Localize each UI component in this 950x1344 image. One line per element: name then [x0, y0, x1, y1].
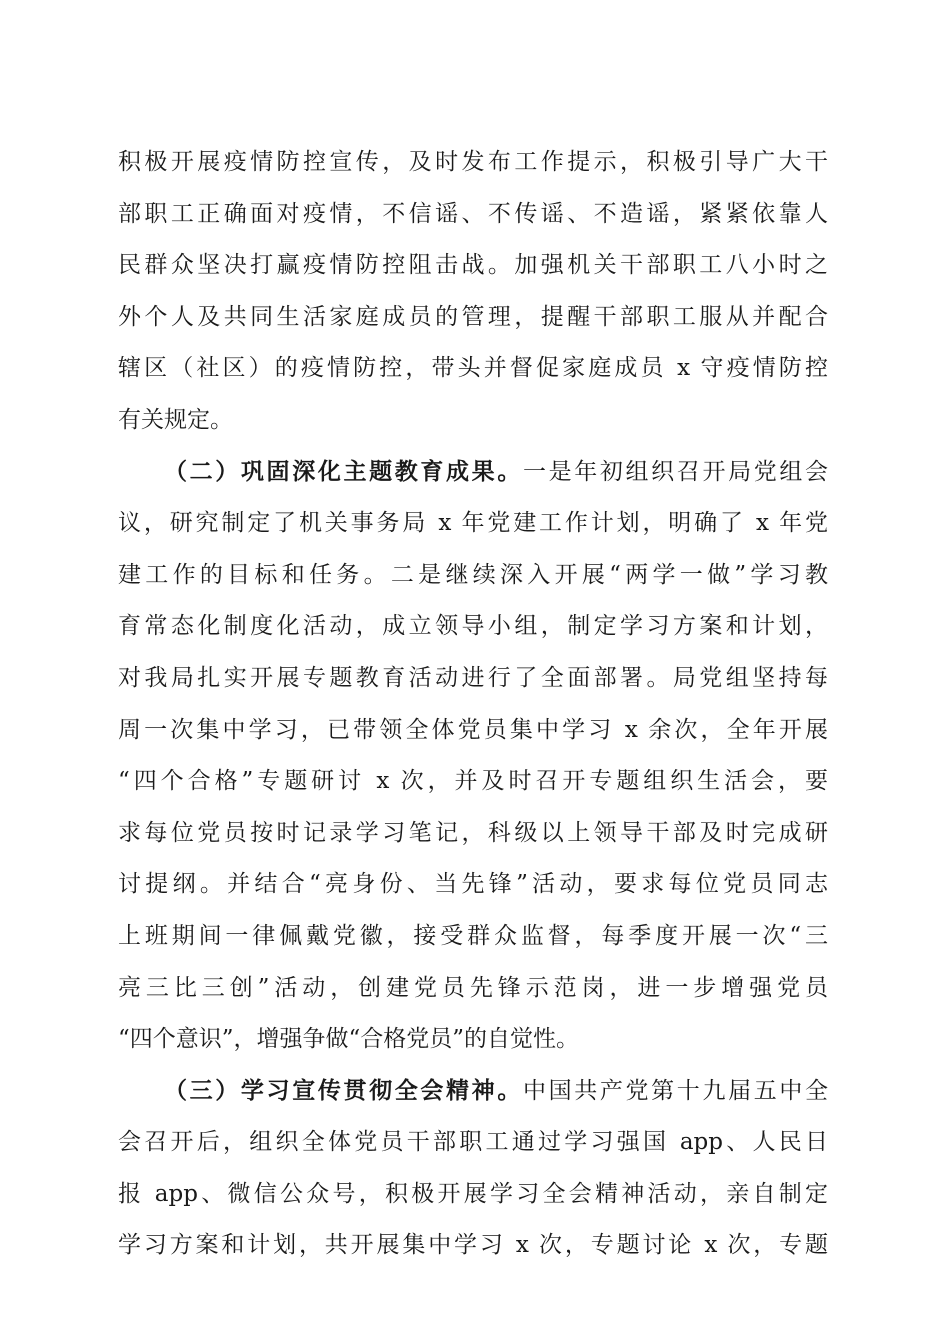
text-line: 议，研究制定了机关事务局 x 年党建工作计划，明确了 x 年党	[118, 510, 828, 537]
text-line: 会召开后，组织全体党员干部职工通过学习强国 app、人民日	[118, 1129, 828, 1156]
text-line: “四个合格”专题研讨 x 次，并及时召开专题组织生活会，要	[118, 768, 828, 795]
text-line: 求每位党员按时记录学习笔记，科级以上领导干部及时完成研	[118, 819, 828, 846]
text-line: “四个意识”，增强争做“合格党员”的自觉性。	[118, 1026, 580, 1053]
text-line: 部职工正确面对疫情，不信谣、不传谣、不造谣，紧紧依靠人	[118, 200, 828, 227]
text-line: 亮三比三创”活动，创建党员先锋示范岗，进一步增强党员	[118, 974, 828, 1001]
text-line: 学习方案和计划，共开展集中学习 x 次，专题讨论 x 次，专题	[118, 1232, 828, 1259]
paragraph-theme-education	[118, 450, 828, 1069]
text-line: 对我局扎实开展专题教育活动进行了全面部署。局党组坚持每	[118, 664, 828, 691]
text-run: 中国共产党第十九届五中全	[522, 1077, 829, 1104]
text-line: 辖区（社区）的疫情防控，带头并督促家庭成员 x 守疫情防控	[118, 355, 828, 382]
paragraph-epidemic-prevention	[118, 140, 828, 450]
paragraph-plenary-spirit	[118, 1069, 828, 1275]
text-line: 育常态化制度化活动，成立领导小组，制定学习方案和计划，	[118, 613, 828, 640]
text-run: 一是年初组织召开局党组会	[522, 458, 829, 485]
text-line: 建工作的目标和任务。二是继续深入开展“两学一做”学习教	[118, 561, 828, 588]
text-line: 民群众坚决打赢疫情防控阻击战。加强机关干部职工八小时之	[118, 252, 828, 279]
text-line: 周一次集中学习，已带领全体党员集中学习 x 余次，全年开展	[118, 716, 828, 743]
section-heading: （二）巩固深化主题教育成果。	[164, 457, 523, 485]
text-line: 积极开展疫情防控宣传，及时发布工作提示，积极引导广大干	[118, 149, 828, 175]
document-body	[118, 140, 828, 1275]
text-line: 讨提纲。并结合“亮身份、当先锋”活动，要求每位党员同志	[118, 871, 828, 898]
paragraph-first-line	[118, 450, 828, 502]
text-line: 外个人及共同生活家庭成员的管理，提醒干部职工服从并配合	[118, 303, 828, 330]
section-heading: （三）学习宣传贯彻全会精神。	[164, 1076, 523, 1104]
text-line: 报 app、微信公众号，积极开展学习全会精神活动，亲自制定	[118, 1180, 828, 1207]
paragraph-first-line	[118, 1069, 828, 1121]
text-line: 上班期间一律佩戴党徽，接受群众监督，每季度开展一次“三	[118, 922, 828, 949]
text-line: 有关规定。	[118, 406, 233, 433]
